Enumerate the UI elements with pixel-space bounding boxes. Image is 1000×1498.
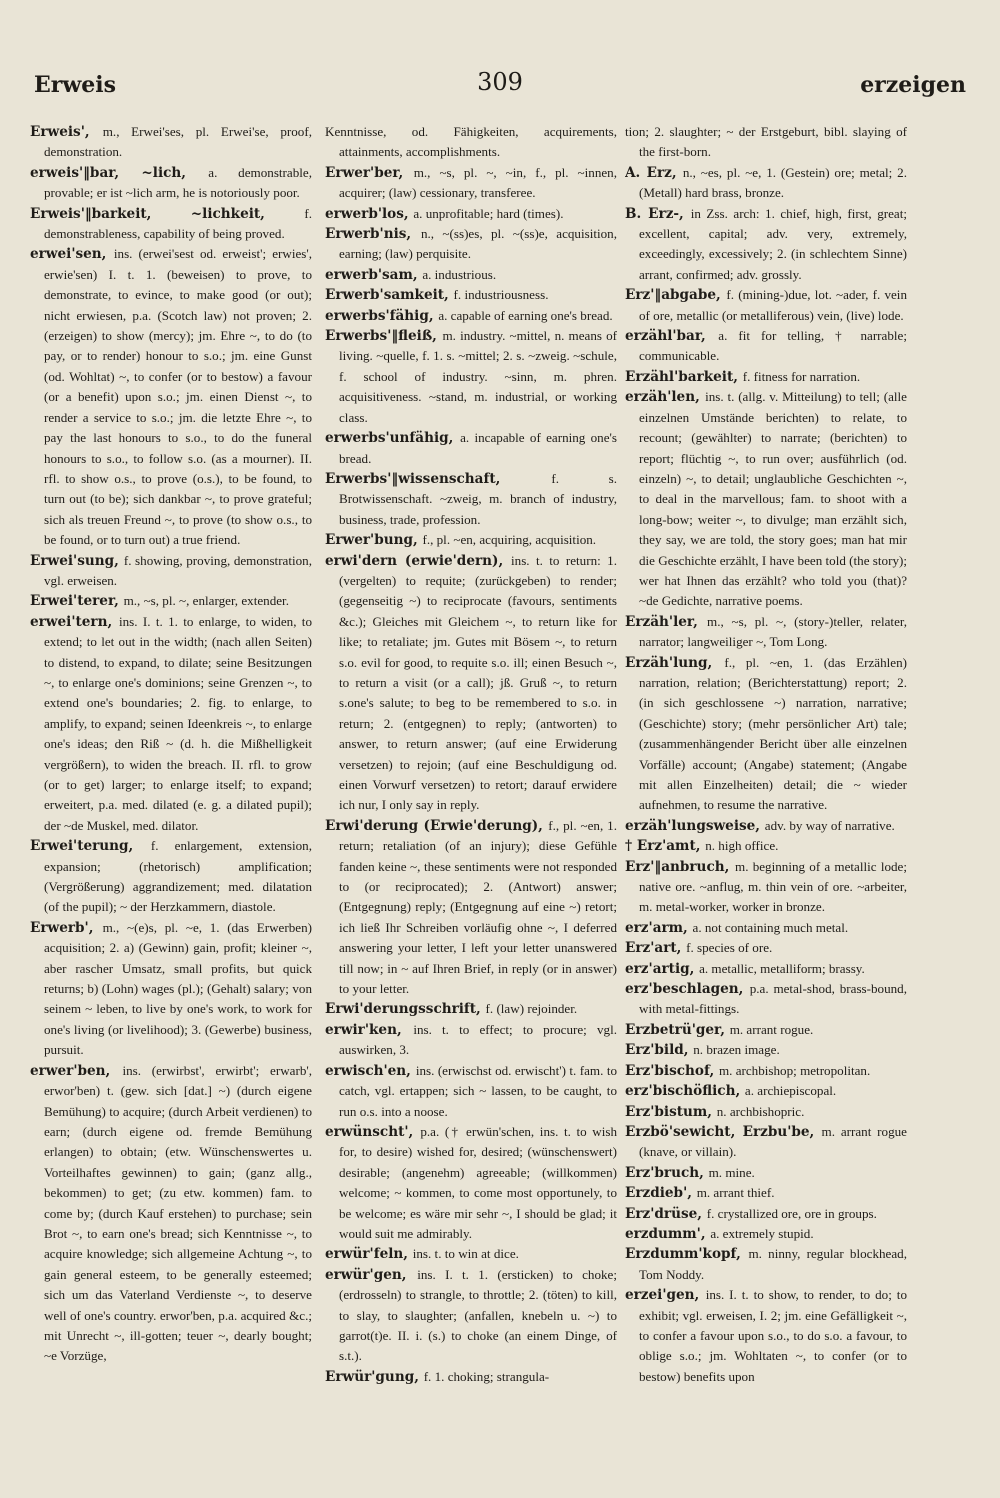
- entry-headword: Erzdieb',: [625, 1185, 697, 1202]
- column-1: [30, 122, 312, 1467]
- entry-headword: Erwür'gung,: [325, 1368, 424, 1385]
- entry-definition: n. high office.: [705, 838, 779, 854]
- entry-definition: f. demonstrableness, capability of being proved.: [44, 205, 312, 242]
- dictionary-entry: [625, 326, 907, 367]
- column-3: [625, 122, 907, 1467]
- dictionary-entry: [30, 551, 312, 592]
- entry-definition: f. 1. choking; strangula-: [423, 1368, 550, 1384]
- entry-definition: a. unprofitable; hard (times).: [413, 205, 564, 221]
- entry-definition: a. metallic, metalliform; brassy.: [699, 960, 865, 976]
- entry-headword: Erweis',: [30, 124, 103, 140]
- entry-definition: f. showing, proving, demonstration, vgl. erweisen.: [44, 552, 312, 588]
- dictionary-entry: [325, 469, 617, 530]
- entry-definition: ins. I. t. 1. to enlarge, to widen, to extend; to let out in the width; (nach allen Seiten) to distend, to expand, to dilate; seine Besitzungen ~, to enlarge one's dominions; seine Grenzen ~, to extend one's boundaries; 2. fig. to enlarge, to amplify, to expand; seinen Ideenkreis ~, to enlarge one's ideas; den Riß ~ (d. h. die Mißhelligkeit vergrößern), to widen the breach. II. rfl. to grow (or to get) larger; to enlarge itself; to expand; erweitert, p.a. med. dilated (e. g. a dilated pupil); der ~de Muskel, med. dilator.: [44, 613, 312, 833]
- dictionary-entry: [625, 1081, 907, 1101]
- entry-definition: n. brazen image.: [693, 1042, 780, 1058]
- dictionary-entry: [625, 979, 907, 1020]
- dictionary-entry: [625, 1061, 907, 1081]
- dictionary-entry: [625, 1102, 907, 1122]
- entry-headword: erwerbs'unfähig,: [325, 430, 461, 447]
- entry-headword: Erzäh'lung,: [625, 654, 725, 671]
- entry-headword: erz'bischöflich,: [625, 1083, 745, 1100]
- dictionary-entry: [325, 530, 617, 550]
- dictionary-entry: [325, 122, 617, 163]
- entry-headword: Erzbö'sewicht, Erzbu'be,: [625, 1123, 822, 1140]
- entry-headword: erz'beschlagen,: [625, 981, 750, 998]
- entry-definition: a. incapable of earning one's bread.: [339, 430, 617, 466]
- running-head: [34, 68, 966, 104]
- dictionary-entry: [625, 836, 907, 856]
- header-guide-word-right: erzeigen: [860, 72, 966, 98]
- entry-definition: adv. by way of narrative.: [764, 817, 895, 833]
- dictionary-entry: [625, 1224, 907, 1244]
- entry-definition: ins. I. t. to show, to render, to do; to exhibit; vgl. erweisen, I. 2; jm. eine Gefälligkeit ~, to confer a favour upon s.o., to do s.o. a favour, to oblige s.o.; jm. Wohltaten ~, to confer (or to bestow) benefits upon: [639, 1287, 907, 1384]
- entry-definition: m., Erwei'ses, pl. Erwei'se, proof, demonstration.: [44, 124, 312, 160]
- dictionary-entry: [30, 918, 312, 1061]
- entry-headword: erzei'gen,: [625, 1287, 706, 1304]
- entry-headword: Erz'bild,: [625, 1042, 694, 1059]
- dictionary-entry: [325, 224, 617, 265]
- entry-definition: m., ~(e)s, pl. ~e, 1. (das Erwerben) acquisition; 2. a) (Gewinn) gain, profit; kleiner ~, aber rascher Umsatz, small profits, but quick returns; b) (Lohn) wages (pl.); (Gehalt) salary; von seinem ~ leben, to live by one's work, to work for one's living (or livelihood); 3. (Gewerbe) business, pursuit.: [44, 919, 312, 1058]
- entry-headword: erweis'‖bar, ~lich,: [30, 164, 209, 181]
- entry-headword: Erwerb'samkeit,: [325, 287, 454, 304]
- entry-definition: ins. I. t. 1. (ersticken) to choke; (erdrosseln) to strangle, to throttle; 2. (töten) to kill, to slay, to slaughter; (anfallen, knebeln u. ~) to garrot(t)e. II. i. (s.) to choke (an einem Dinge, of s.t.).: [339, 1266, 617, 1364]
- entry-definition: n., ~es, pl. ~e, 1. (Gestein) ore; metal; 2. (Metall) hard brass, bronze.: [639, 164, 907, 201]
- entry-headword: Erz'art,: [625, 940, 687, 957]
- entry-headword: erwer'ben,: [30, 1062, 123, 1079]
- entry-definition: m. archbishop; metropolitan.: [718, 1062, 871, 1078]
- header-guide-word-left: Erweis: [34, 72, 117, 98]
- dictionary-entry: [625, 163, 907, 204]
- dictionary-entry: [625, 612, 907, 653]
- entry-headword: Erz'bischof,: [625, 1062, 719, 1079]
- entry-headword: erwünscht',: [325, 1123, 421, 1140]
- entry-definition: m., ~s, pl. ~, ~in, f., pl. ~innen, acquirer; (law) cessionary, transferee.: [339, 164, 617, 201]
- entry-headword: erz'arm,: [625, 919, 693, 936]
- dictionary-entry: [30, 836, 312, 918]
- dictionary-entry: [30, 591, 312, 611]
- entry-headword: erwisch'en,: [325, 1062, 416, 1079]
- dictionary-entry: [325, 163, 617, 204]
- dictionary-entry: [625, 653, 907, 816]
- entry-headword: Erz'‖anbruch,: [625, 858, 736, 875]
- dictionary-entry: [325, 265, 617, 285]
- entry-definition: m. arrant rogue.: [729, 1021, 814, 1037]
- entry-headword: Erz'bruch,: [625, 1164, 709, 1181]
- dictionary-entry: [325, 1122, 617, 1244]
- dictionary-entry: [325, 816, 617, 1000]
- entry-headword: Erwerbs'‖wissenschaft,: [325, 470, 552, 487]
- entry-headword: erzdumm',: [625, 1225, 711, 1242]
- entry-definition: f., pl. ~en, 1. return; retaliation (of an injury); diese Gefühle fanden keine ~, these sentiments were not responded to (or reciprocated); 2. (Antwort) answer; (Entgegnung) reply; (Entgegnung auf eine ~) retort; ich ließ Ihr Schreiben vorläufig ohne ~, I deferred answering your letter, I left your letter unanswered till now; in ~ auf Ihren Brief, in reply (or in answer) to your letter.: [339, 817, 617, 997]
- entry-headword: Erwi'derungsschrift,: [325, 1001, 486, 1018]
- entry-definition: ins. t. to return: 1. (vergelten) to requite; (zurückgeben) to render; (gegenseitig ~) to reciprocate (favours, sentiments &c.); Gleiches mit Gleichem ~, to return like for like; to retaliate; jm. Gutes mit Bösem ~, to return s.o. evil for good, to requite s.o. ill; einen Besuch ~, to return a visit (or a call); jß. Gruß ~, to return s.one's salute; to beg to be remembered to s.o. in return; 2. (entgegnen) to reply; (antworten) to answer, to return answer; (auf eine Erwiderung versetzen) to rejoin; (auf eine Beschuldigung od. einen Vorwurf versetzen) to retort; darauf erwidere ich nur, I only say in reply.: [339, 552, 617, 813]
- dictionary-entry: [325, 999, 617, 1019]
- entry-headword: Erweis'‖barkeit, ~lichkeit,: [30, 205, 305, 222]
- dictionary-entry: [325, 285, 617, 305]
- dictionary-entry: [625, 959, 907, 979]
- entry-headword: Erzbetrü'ger,: [625, 1021, 730, 1038]
- entry-definition: ins. (erwischst od. erwischt') t. fam. to catch, vgl. ertappen; sich ~ lassen, to be caught, to run o.s. into a noose.: [339, 1062, 617, 1119]
- entry-headword: erzäh'len,: [625, 389, 706, 406]
- entry-definition: a. extremely stupid.: [710, 1225, 814, 1241]
- dictionary-entry: [325, 306, 617, 326]
- entry-definition: n., ~(ss)es, pl. ~(ss)e, acquisition, earning; (law) perquisite.: [339, 226, 617, 262]
- entry-headword: erwi'dern (erwie'dern),: [325, 552, 512, 569]
- entry-definition: m. industry. ~mittel, n. means of living. ~quelle, f. 1. s. ~mittel; 2. s. ~zweig. ~schule, f. school of industry. ~sinn, m. phren. acquisitiveness. ~stand, m. industrial, or working class.: [339, 328, 617, 425]
- entry-headword: Erwei'sung,: [30, 552, 124, 569]
- dictionary-entry: [625, 387, 907, 611]
- entry-headword: Erwei'terung,: [30, 838, 151, 855]
- entry-definition: ins. (erwirbst', erwirbt'; erwarb', erwor'ben) t. (gew. sich [dat.] ~) (durch eigene Bemühung) to acquire; (durch Arbeit verdienen) to earn; (durch eigene od. fremde Bemühung erlangen) to obtain; (etw. Wünschenswertes u. Vorteilhaftes gewinnen) to gain; (ganz allg., bekommen) to get; (zu etw. kommen) fam. to come by; (durch Kauf erstehen) to purchase; sein Brot ~, to earn one's bread; sich Kenntnisse ~, to acquire knowledge; sich allgemeine Achtung ~, to gain general esteem, to be generally esteemed; sich um das Vaterland Verdienste ~, to deserve well of one's country. erwor'ben, p.a. acquired &c.; mit Unrecht ~, ill-gotten; teuer ~, dearly bought; ~e Vorzüge,: [44, 1062, 312, 1364]
- entry-definition: ins. t. to win at dice.: [412, 1246, 519, 1262]
- entry-definition: m. arrant thief.: [696, 1185, 775, 1201]
- dictionary-entry: [325, 1244, 617, 1264]
- entry-definition: n. archbishopric.: [716, 1103, 805, 1119]
- entry-definition: Kenntnisse, od. Fähigkeiten, acquirements, attainments, accomplishments.: [325, 124, 617, 160]
- entry-headword: erzähl'bar,: [625, 328, 719, 345]
- entry-headword: erz'artig,: [625, 960, 700, 977]
- entry-headword: erwerb'los,: [325, 205, 414, 222]
- dictionary-entry: [625, 285, 907, 326]
- entry-definition: a. capable of earning one's bread.: [438, 307, 613, 323]
- dictionary-entry: [625, 1244, 907, 1285]
- dictionary-entry: [625, 1122, 907, 1163]
- entry-definition: m., ~s, pl. ~, enlarger, extender.: [123, 593, 289, 609]
- entry-headword: erwei'tern,: [30, 613, 119, 630]
- entry-definition: a. demonstrable, provable; er ist ~lich arm, he is notoriously poor.: [44, 164, 312, 201]
- entry-headword: erzäh'lungsweise,: [625, 817, 765, 834]
- entry-definition: ins. t. to effect; to procure; vgl. auswirken, 3.: [339, 1021, 617, 1058]
- entry-headword: B. Erz-,: [625, 205, 691, 222]
- column-2: [325, 122, 617, 1467]
- entry-headword: erwei'sen,: [30, 246, 114, 263]
- entry-headword: Erzäh'ler,: [625, 613, 708, 630]
- entry-headword: Erwerbs'‖fleiß,: [325, 328, 443, 345]
- dictionary-entry: [625, 1204, 907, 1224]
- entry-definition: a. not containing much metal.: [692, 919, 849, 935]
- entry-headword: Erwi'derung (Erwie'derung),: [325, 817, 549, 834]
- dictionary-entry: [325, 1020, 617, 1061]
- dictionary-entry: [325, 1265, 617, 1367]
- dictionary-entry: [625, 1040, 907, 1060]
- entry-definition: f. industriousness.: [453, 287, 549, 303]
- entry-headword: Erz'‖abgabe,: [625, 287, 727, 304]
- entry-definition: a. industrious.: [422, 266, 497, 282]
- entry-definition: f. s. Brotwissenschaft. ~zweig, m. branch of industry, business, trade, profession.: [339, 470, 617, 527]
- entry-definition: ins. t. (allg. v. Mitteilung) to tell; (alle einzelnen Umstände berichten) to relate, to recount; (gewählter) to narrate; (berichten) to report; flüchtig ~, to run over; ausführlich (od. einzeln) ~, to detail; unglaubliche Geschichten ~, to deal in the marvellous; fam. to shoot with a long-bow; weiter ~, to divulge; man erzählt sich, they say, we are told, the story goes; man hat mir die Geschichte erzählt, I have been told (the story); wer hat Ihnen das erzählt? who told you (that)? ~de Gedichte, narrative poems.: [639, 389, 907, 609]
- entry-definition: ins. (erwei'sest od. erweist'; erwies', erwie'sen) I. t. 1. (beweisen) to prove, to demonstrate, to evince, to make good (or out); nicht erwiesen, p.a. (Scotch law) not proven; 2. (erzeigen) to show (mercy); jm. Ehre ~, to do (to pay, or to render) honour to s.o.; jm. eine Gunst (od. Wohltat) ~, to confer (or to bestow) a favour (or a benefit) upon s.o.; jm. einen Dienst ~, to render a service to s.o.; jm. die letzte Ehre ~, to pay the last honours to s.o., to do the funeral honours to s.o., to follow s.o. (as a mourner). II. rfl. to show o.s., to prove (o.s.), to be found, to turn out (to be); sich dankbar ~, to prove grateful; sich als treuen Freund ~, to prove (to show o.s., to be found, or to turn out) a true friend.: [44, 246, 312, 548]
- dictionary-entry: [625, 857, 907, 918]
- dictionary-entry: [625, 816, 907, 836]
- dictionary-entry: [625, 918, 907, 938]
- entry-definition: f. crystallized ore, ore in groups.: [706, 1205, 877, 1221]
- dictionary-entry: [30, 612, 312, 836]
- dictionary-entry: [625, 367, 907, 387]
- dictionary-entry: [625, 1163, 907, 1183]
- entry-headword: † Erz'amt,: [625, 838, 706, 855]
- entry-definition: f. fitness for narration.: [742, 368, 861, 384]
- entry-definition: m., ~s, pl. ~, (story-)teller, relater, narrator; langweiliger ~, Tom Long.: [639, 613, 907, 650]
- entry-definition: a. fit for telling, † narrable; communicable.: [639, 328, 907, 364]
- dictionary-entry: [325, 1061, 617, 1122]
- entry-headword: erwerb'sam,: [325, 266, 423, 283]
- dictionary-entry: [30, 1061, 312, 1367]
- entry-definition: f., pl. ~en, acquiring, acquisition.: [422, 532, 597, 548]
- dictionary-entry: [30, 163, 312, 204]
- entry-definition: m. mine.: [708, 1164, 755, 1180]
- entry-definition: f. (mining-)due, lot. ~ader, f. vein of ore, metallic (or metalliferous) vein, (live) lode.: [639, 287, 907, 323]
- entry-headword: Erzdumm'kopf,: [625, 1246, 749, 1263]
- entry-definition: in Zss. arch: 1. chief, high, first, great; excellent, capital; adv. very, extremely, exceedingly, excessively; 2. (in schlechtem Sinne) arrant, confirmed; adv. grossly.: [639, 205, 907, 282]
- dictionary-entry: [30, 204, 312, 245]
- entry-definition: f. enlargement, extension, expansion; (rhetorisch) amplification; (Vergrößerung) aggrandizement; med. dilatation (of the pupil); ~ der Herzkammern, diastole.: [44, 838, 312, 915]
- entry-definition: p.a. metal-shod, brass-bound, with metal-fittings.: [639, 981, 907, 1017]
- dictionary-entry: [325, 326, 617, 428]
- entry-definition: p.a. († erwün'schen, ins. t. to wish for, to desire) wished for, desired; (wünschenswert) desirable; (angenehm) agreeable; (willkommen) welcome; ~ kommen, to come most opportunely, to be welcome; es wäre mir sehr ~, I should be glad; it would suit me admirably.: [339, 1123, 617, 1241]
- entry-definition: f., pl. ~en, 1. (das Erzählen) narration, relation; (Berichterstattung) report; 2. (in sich geschlossene ~) narration, narrative; (Geschichte) story; (mehr persönlicher Art) tale; (zusammenhängender Bericht über alle einzelnen Vorfälle) account; (Angabe) statement; (Angabe mit allen Einzelheiten) detail; die ~ wieder aufnehmen, to resume the narrative.: [639, 654, 907, 813]
- dictionary-entry: [325, 204, 617, 224]
- entry-headword: erwir'ken,: [325, 1021, 414, 1038]
- dictionary-entry: [325, 428, 617, 469]
- dictionary-entry: [325, 551, 617, 816]
- entry-headword: Erwer'bung,: [325, 532, 423, 549]
- entry-headword: erwerbs'fähig,: [325, 307, 439, 324]
- dictionary-entry: [625, 1285, 907, 1387]
- entry-headword: Erwer'ber,: [325, 164, 414, 181]
- dictionary-entry: [625, 122, 907, 163]
- entry-headword: Erwerb'nis,: [325, 226, 421, 243]
- dictionary-entry: [30, 244, 312, 550]
- entry-headword: erwür'gen,: [325, 1266, 418, 1283]
- entry-definition: f. species of ore.: [686, 940, 773, 956]
- dictionary-entry: [625, 1020, 907, 1040]
- entry-definition: f. (law) rejoinder.: [485, 1001, 578, 1017]
- entry-headword: Erwei'terer,: [30, 593, 124, 610]
- entry-headword: Erwerb',: [30, 919, 103, 936]
- entry-definition: a. archiepiscopal.: [744, 1083, 837, 1099]
- page-number: 309: [477, 68, 523, 96]
- entry-definition: m. beginning of a metallic lode; native ore. ~anflug, m. thin vein of ore. ~arbeiter, m. metal-worker, worker in bronze.: [639, 858, 907, 915]
- dictionary-entry: [625, 204, 907, 286]
- dictionary-entry: [625, 1183, 907, 1203]
- entry-definition: m. ninny, regular blockhead, Tom Noddy.: [639, 1246, 907, 1282]
- dictionary-entry: [30, 122, 312, 163]
- entry-definition: m. arrant rogue (knave, or villain).: [639, 1123, 907, 1160]
- entry-headword: erwür'feln,: [325, 1246, 413, 1263]
- entry-definition: tion; 2. slaughter; ~ der Erstgeburt, bibl. slaying of the first-born.: [625, 124, 907, 160]
- dictionary-entry: [625, 938, 907, 958]
- entry-headword: Erzähl'barkeit,: [625, 368, 743, 385]
- dictionary-entry: [325, 1367, 617, 1387]
- entry-headword: Erz'bistum,: [625, 1103, 717, 1120]
- entry-headword: A. Erz,: [625, 164, 683, 181]
- entry-headword: Erz'drüse,: [625, 1205, 707, 1222]
